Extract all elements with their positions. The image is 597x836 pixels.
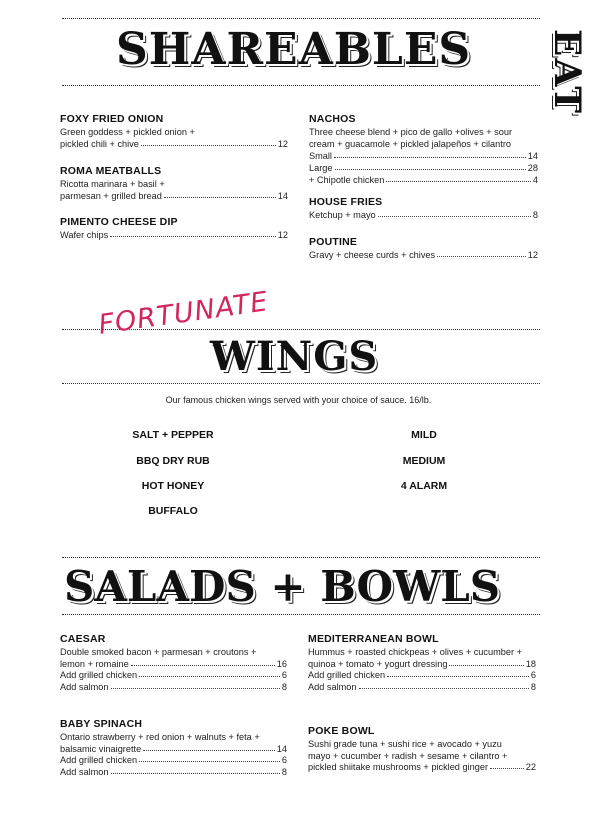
menu-item-description: Double smoked bacon + parmesan + croutons + (60, 647, 257, 657)
menu-item-line (309, 151, 538, 161)
menu-item-price: 18 (525, 658, 536, 669)
menu-item-line (308, 647, 536, 657)
menu-item-price: 6 (281, 755, 287, 766)
menu-item-description: pickled shiitake mushrooms + pickled ginger (308, 762, 489, 773)
menu-item-line (60, 659, 287, 669)
fortunate-script: FORTUNATE (96, 286, 271, 341)
menu-item-line (309, 175, 538, 185)
menu-item-line (60, 139, 288, 149)
sauce-option: MEDIUM (402, 455, 446, 467)
dot-leader (334, 151, 526, 158)
menu-item-description: parmesan + grilled bread (60, 191, 162, 201)
dot-leader (335, 163, 526, 170)
shareables-bottom-divider (62, 85, 540, 86)
menu-item-line (308, 682, 536, 692)
dot-leader (359, 682, 529, 689)
dot-leader (378, 210, 531, 217)
menu-item-description: Green goddess + pickled onion + (60, 127, 195, 137)
menu-item-line (60, 744, 287, 754)
sauce-option: MILD (411, 429, 437, 441)
side-tab-label: EAT (546, 28, 588, 116)
dot-leader (139, 670, 280, 677)
dot-leader (111, 767, 280, 774)
menu-item-price: 8 (281, 767, 287, 778)
dot-leader (143, 744, 275, 751)
menu-item-description: pickled chili + chive (60, 139, 139, 149)
menu-item-description: balsamic vinaigrette (60, 743, 142, 754)
menu-item-line (60, 230, 288, 240)
dot-leader (164, 191, 276, 198)
menu-item-line (60, 670, 287, 680)
menu-item-description: + Chipotle chicken (309, 175, 385, 185)
menu-item-title: FOXY FRIED ONION (60, 113, 164, 125)
salads-heading: SALADS + BOWLS (64, 562, 501, 611)
menu-item-line (60, 732, 287, 742)
side-tab-eat (546, 12, 588, 132)
menu-item-description: mayo + cucumber + radish + sesame + cilantro + (308, 750, 508, 761)
menu-item-description: Ketchup + mayo (309, 210, 376, 220)
menu-item-description: Gravy + cheese curds + chives (309, 250, 436, 260)
sauce-option: BBQ DRY RUB (136, 455, 210, 467)
menu-item-price: 16 (276, 658, 287, 669)
menu-item-line (60, 767, 287, 777)
menu-item-description: Small (309, 151, 332, 161)
menu-item-description: Hummus + roasted chickpeas + olives + cucumber + (308, 647, 522, 657)
menu-item-description: Add salmon (60, 767, 109, 778)
salads-bottom-divider (62, 614, 540, 615)
menu-item-title: HOUSE FRIES (309, 196, 383, 208)
wings-intro: Our famous chicken wings served with your choice of sauce. 16/lb. (165, 395, 432, 405)
menu-item-description: Add grilled chicken (60, 755, 138, 766)
dot-leader (449, 659, 523, 666)
menu-item-description: Ontario strawberry + red onion + walnuts + feta + (60, 732, 260, 742)
sauce-option: 4 ALARM (400, 480, 448, 492)
menu-item-line (60, 127, 288, 137)
menu-item-price: 14 (276, 743, 287, 754)
dot-leader (131, 659, 275, 666)
dot-leader (437, 250, 526, 257)
menu-item-line (308, 739, 536, 749)
menu-item-price: 12 (277, 139, 288, 149)
menu-item-line (60, 191, 288, 201)
menu-item-price: 12 (527, 250, 538, 260)
menu-item-price: 8 (281, 682, 287, 693)
dot-leader (386, 175, 531, 182)
menu-item-line (309, 210, 538, 220)
menu-item-title: POUTINE (309, 236, 358, 248)
menu-item-description: Sushi grade tuna + sushi rice + avocado + yuzu (308, 739, 502, 749)
menu-item-description: quinoa + tomato + yogurt dressing (308, 658, 448, 669)
menu-item-line (309, 250, 538, 260)
menu-item-line (308, 751, 536, 761)
top-divider (62, 18, 540, 19)
wings-heading: WINGS (210, 333, 379, 380)
menu-item-line (309, 139, 538, 149)
menu-item-line (60, 755, 287, 765)
menu-item-description: Add salmon (308, 682, 357, 693)
menu-item-line (60, 682, 287, 692)
menu-item-description: Add salmon (60, 682, 109, 693)
menu-item-price: 12 (277, 230, 288, 240)
menu-item-description: Add grilled chicken (308, 670, 386, 681)
menu-item-line (309, 127, 538, 137)
menu-item-title: CAESAR (60, 633, 106, 645)
menu-item-price: 14 (277, 191, 288, 201)
sauce-option: HOT HONEY (141, 480, 205, 492)
menu-item-description: Add grilled chicken (60, 670, 138, 681)
menu-item-price: 6 (530, 670, 536, 681)
menu-item-line (308, 762, 536, 772)
dot-leader (141, 139, 276, 146)
menu-item-title: PIMENTO CHEESE DIP (60, 216, 178, 228)
menu-item-price: 6 (281, 670, 287, 681)
sauce-option: SALT + PEPPER (132, 429, 214, 441)
menu-item-description: Three cheese blend + pico de gallo +olives + sour (309, 127, 513, 137)
menu-item-line (308, 670, 536, 680)
menu-item-description: Wafer chips (60, 230, 109, 240)
menu-item-title: ROMA MEATBALLS (60, 165, 162, 177)
menu-item-line (60, 179, 288, 189)
menu-item-description: Large (309, 163, 333, 173)
wings-bottom-divider (62, 383, 540, 384)
dot-leader (490, 762, 524, 769)
menu-item-title: BABY SPINACH (60, 718, 143, 730)
menu-item-price: 14 (527, 151, 538, 161)
menu-item-title: NACHOS (309, 113, 356, 125)
menu-item-price: 8 (532, 210, 538, 220)
menu-item-description: lemon + romaine (60, 658, 129, 669)
dot-leader (111, 682, 280, 689)
shareables-heading: SHAREABLES (116, 24, 472, 75)
menu-item-line (308, 659, 536, 669)
menu-item-line (60, 647, 287, 657)
menu-item-description: Ricotta marinara + basil + (60, 179, 165, 189)
salads-top-divider (62, 557, 540, 558)
sauce-option: BUFFALO (148, 505, 198, 517)
menu-item-price: 22 (525, 762, 536, 773)
menu-item-title: MEDITERRANEAN BOWL (308, 633, 439, 645)
dot-leader (387, 670, 529, 677)
dot-leader (110, 230, 276, 237)
dot-leader (139, 755, 280, 762)
menu-item-line (309, 163, 538, 173)
menu-item-price: 8 (530, 682, 536, 693)
menu-item-description: cream + guacamole + pickled jalapeños + cilantro (309, 139, 511, 149)
menu-item-title: POKE BOWL (308, 725, 375, 737)
menu-item-price: 28 (527, 163, 538, 173)
menu-item-price: 4 (532, 175, 538, 185)
